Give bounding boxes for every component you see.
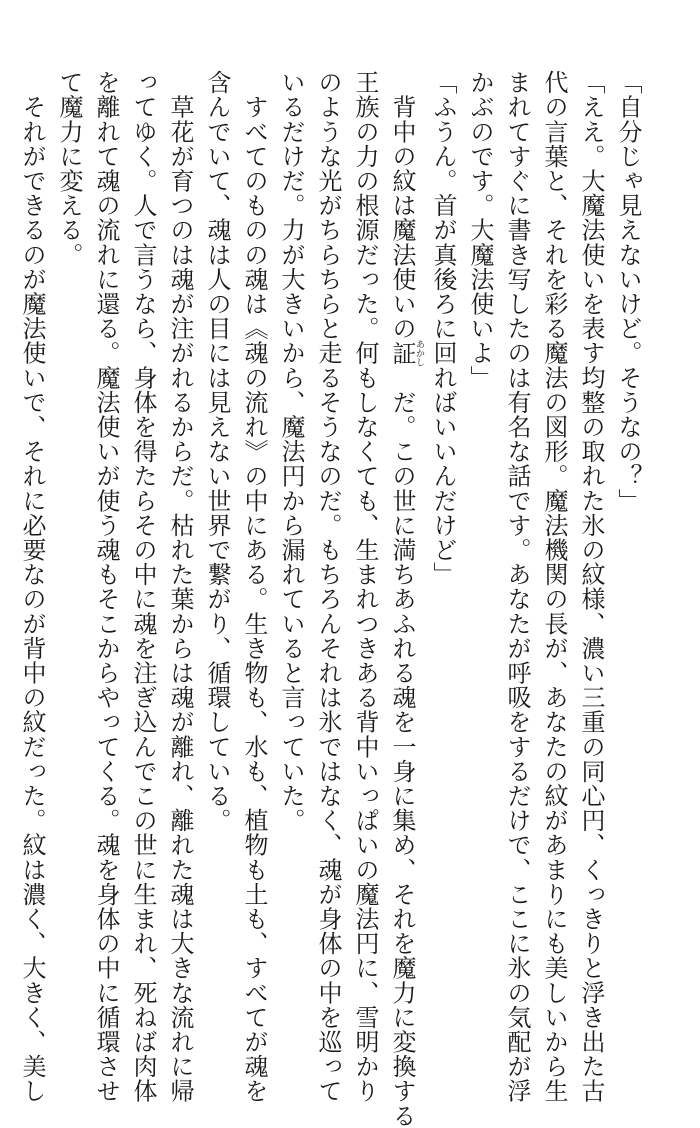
ruby-reading: あかし: [414, 339, 424, 367]
text-line: て魔力に変える。: [55, 70, 83, 267]
text-line: いるだけだ。力が大きいから、魔法円から漏れていると言っていた。: [277, 70, 305, 833]
text-line: ってゆく。人で言うなら、身体を得たらその中に魂を注ぎ込んでこの世に生まれ、死ねば肉体: [129, 70, 157, 1104]
vertical-text-body: [13, 70, 646, 1128]
text-line: を離れて魂の流れに還る。魔法使いが使う魂もそこからやってくる。魂を身体の中に循環させ: [92, 70, 120, 1104]
text-line: それができるのが魔法使いで、それに必要なのが背中の紋だった。紋は濃く、大きく、美し: [18, 70, 46, 1104]
text-line: のような光がちらちらと走るそうなのだ。もちろんそれは氷ではなく、魂が身体の中を巡って: [314, 70, 342, 1104]
text-line: かぶのです。大魔法使いよ」: [466, 70, 494, 390]
ruby-base: 証: [388, 339, 416, 367]
text-line: 草花が育つのは魂が注がれるからだ。枯れた葉からは魂が離れ、離れた魂は大きな流れに帰: [166, 70, 194, 1104]
text-line: 代の言葉と、それを彩る魔法の図形。魔法機関の長が、あなたの紋があまりにも美しいから生: [540, 70, 568, 1104]
text-line: 含んでいて、魂は人の目には見えない世界で繋がり、循環している。: [203, 70, 231, 833]
text-line: 「ふうん。首が真後ろに回ればいいんだけど」: [429, 70, 457, 587]
text-segment: 背中の紋は魔法使いの: [388, 70, 416, 341]
text-line-with-ruby: [383, 70, 424, 1128]
text-line: 「自分じゃ見えないけど。そうなの？」: [614, 70, 642, 513]
ruby-annotation: [388, 339, 424, 367]
text-line: まれてすぐに書き写したのは有名な話です。あなたが呼吸をするだけで、ここに氷の気配が浮: [503, 70, 531, 1104]
text-line: すべてのものの魂は《魂の流れ》の中にある。生き物も、水も、植物も土も、すべてが魂を: [240, 70, 268, 1104]
text-segment: だ。この世に満ちあふれる魂を一身に集め、それを魔力に変換する: [388, 365, 416, 1128]
text-line: 王族の力の根源だった。何もしなくても、生まれつきある背中いっぱいの魔法円に、雪明かり: [351, 70, 379, 1104]
text-line: 「ええ。大魔法使いを表す均整の取れた氷の紋様、濃い三重の同心円、くっきりと浮き出た古: [577, 70, 605, 1104]
